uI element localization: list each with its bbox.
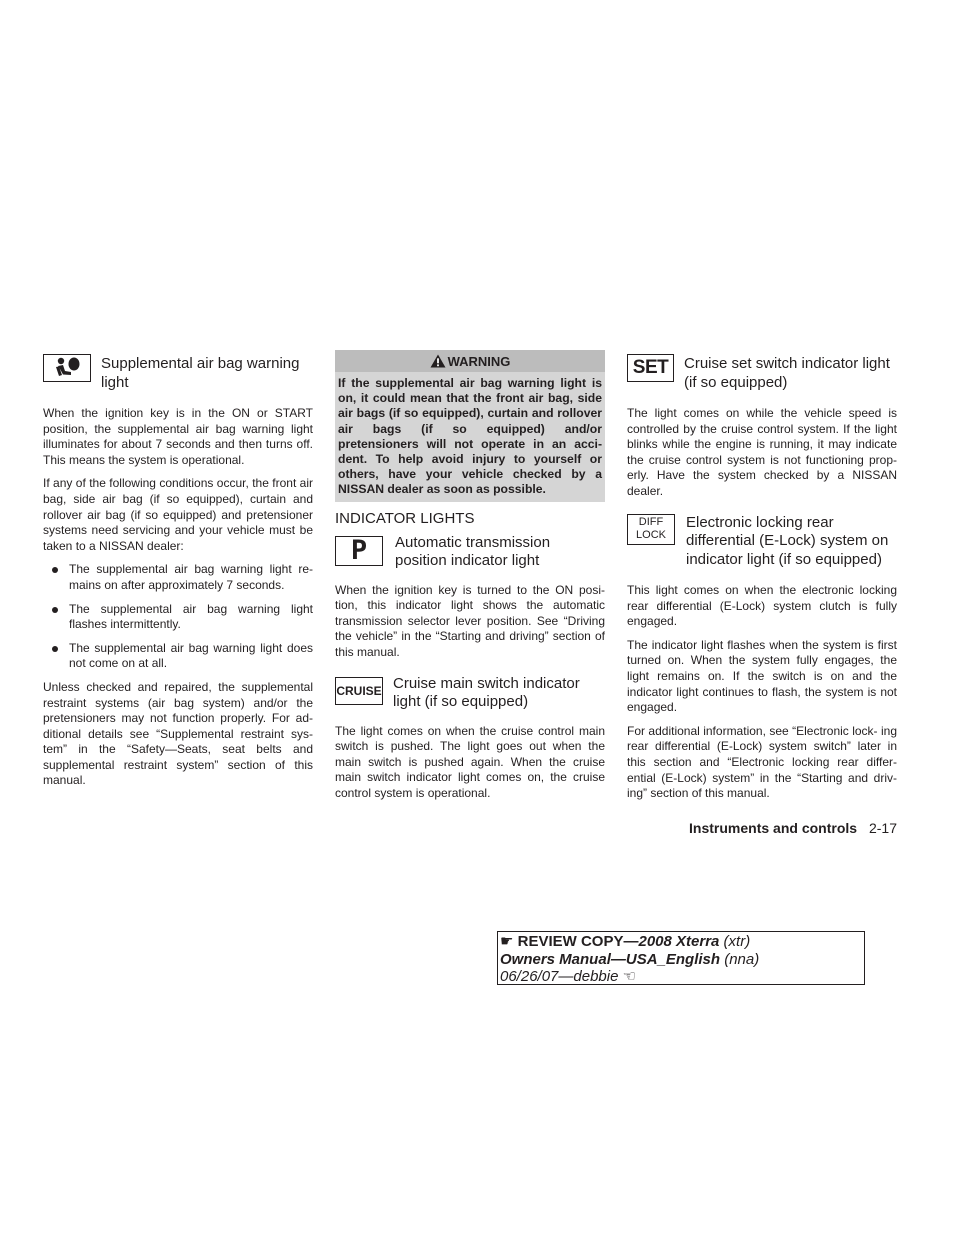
footer-section-name: Instruments and controls — [689, 820, 858, 836]
warning-triangle-icon — [430, 354, 446, 368]
airbag-heading — [43, 350, 313, 392]
column-3 — [627, 350, 897, 810]
list-item: The supplemental air bag warning light re- mains on after approximately 7 seconds. — [43, 562, 313, 593]
set-para-1: The light comes on while the vehicle speed is controlled by the cruise control system. If the light blinks while the engine is running, it may indicate the cruise control system is not functioning prop- erly. Have the system checked by a NISSAN dealer. — [627, 406, 897, 498]
cruise-icon-text: CRUISE — [336, 683, 382, 698]
park-heading — [335, 534, 605, 571]
list-item: The supplemental air bag warning light flashes intermittently. — [43, 602, 313, 633]
review-line-2: Owners Manual—USA_English (nna) — [500, 950, 760, 968]
bullet-dot — [52, 567, 58, 573]
page-footer — [600, 820, 897, 836]
list-item: The supplemental air bag warning light does not come on at all. — [43, 641, 313, 672]
page-number: 2-17 — [868, 820, 897, 836]
airbag-para-3: Unless checked and repaired, the supplemental restraint systems (air bag system) and/or the pretensioners may not function properly. For ad- ditional details see “Supplemental restraint sys- tem” in the “Safety—Seats, seat belts and supplemental restraint system” section of this manual. — [43, 679, 313, 788]
section-heading: INDICATOR LIGHTS — [335, 509, 475, 527]
elock-para-3: For additional information, see “Electronic lock- ing rear differential (E-Lock) system switch” later in this section and “Electronic locking rear differ- ential (E-Lock) system” in the “Starting and driv- ing” section of this manual. — [627, 723, 897, 801]
cruise-heading — [335, 675, 605, 712]
bullet-dot — [52, 646, 58, 652]
diff-lock-icon-line-2: LOCK — [636, 529, 666, 542]
column-1 — [43, 350, 313, 797]
set-heading — [627, 350, 897, 392]
elock-para-1: This light comes on when the electronic locking rear differential (E-Lock) system clutch is fully engaged. — [627, 583, 897, 629]
cruise-title: Cruise main switch indicator light (if so equipped) — [393, 674, 580, 711]
elock-heading — [627, 514, 897, 570]
park-indicator-icon — [335, 536, 383, 566]
airbag-warning-icon — [43, 354, 91, 382]
warning-text: If the supplemental air bag warning light is on, it could mean that the front air bag, side air bags (if so equipped), curtain and rollover air bags (if so equipped) and/or pretensioners will not operate in an acci- dent. To help avoid injury to yourself or others, have your vehicle checked by a NISSAN dealer as soon as possible. — [338, 376, 602, 497]
elock-para-2: The indicator light flashes when the system is first turned on. When the system fully engages, the light remains on. If the switch is on and the indicator light continues to flash, the system is not engaged. — [627, 637, 897, 715]
bullet-dot — [52, 607, 58, 613]
park-icon-letter: P — [350, 534, 368, 566]
review-line-3: 06/26/07—debbie ☜ — [500, 968, 637, 985]
cruise-para-1: The light comes on when the cruise control main switch is pushed. The light goes out when the main switch is pushed again. When the cruise main switch indicator light comes on, the cruise control system is operational. — [335, 723, 605, 800]
elock-title: Electronic locking rear differential (E-Lock) system on indicator light (if so equipped) — [686, 513, 889, 568]
warning-label: WARNING — [447, 353, 511, 369]
airbag-conditions-list — [43, 562, 313, 672]
airbag-title: Supplemental air bag warning light — [101, 355, 300, 391]
review-copy-stamp — [497, 931, 865, 985]
diff-lock-icon-line-1: DIFF — [638, 516, 664, 529]
cruise-indicator-icon — [335, 677, 383, 705]
column-2 — [335, 350, 605, 810]
park-para-1: When the ignition key is turned to the ON posi- tion, this indicator light shows the automatic transmission selector lever position. See “Driving the vehicle” in the “Starting and driving” section of this manual. — [335, 582, 605, 659]
review-line-1: ☛ REVIEW COPY—2008 Xterra (xtr) — [500, 933, 751, 950]
set-indicator-icon — [627, 354, 674, 382]
warning-box — [335, 350, 605, 502]
airbag-para-1: When the ignition key is in the ON or START position, the supplemental air bag warning light illuminates for about 7 seconds and then turns off. This means the system is operational. — [43, 406, 313, 467]
warning-header — [335, 350, 605, 372]
pointing-right-hand-icon: ☛ — [500, 933, 514, 950]
airbag-person-icon — [49, 356, 85, 380]
set-icon-text: SET — [632, 357, 669, 378]
airbag-para-2: If any of the following conditions occur, the front air bag, side air bag (if so equipped), curtain and rollover air bag (if so equipped) and pretensioner systems need servicing and your vehicle must be taken to a NISSAN dealer: — [43, 476, 313, 553]
diff-lock-icon — [627, 514, 675, 545]
set-title: Cruise set switch indicator light (if so equipped) — [684, 355, 890, 391]
park-title: Automatic transmission position indicator light — [395, 533, 551, 570]
pointing-left-hand-icon: ☜ — [622, 968, 637, 985]
